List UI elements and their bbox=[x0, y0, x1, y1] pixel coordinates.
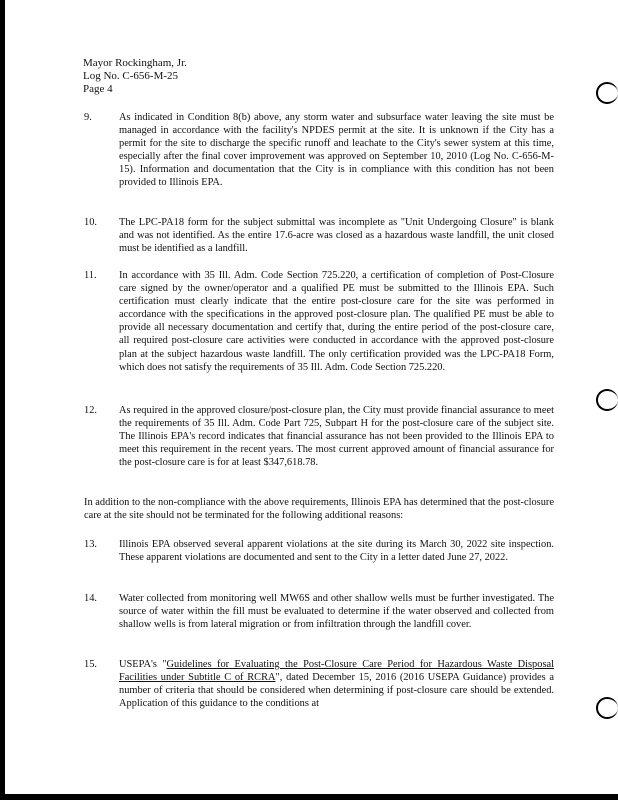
item-number: 9. bbox=[84, 112, 92, 123]
item-text: The LPC-PA18 form for the subject submittal was incomplete as "Unit Undergoing Closure" is blank and was not identified. As the entire 17.6-acre was closed as a hazardous waste landfill, the unit closed must be identified as a landfill. bbox=[119, 217, 554, 255]
guidance-title: Guidelines for Evaluating the Post-Closure Care Period for Hazardous Waste Disposal Facilities under Subtitle C of RCRA bbox=[119, 659, 554, 684]
item-text: In accordance with 35 Ill. Adm. Code Section 725.220, a certification of completion of Post-Closure care signed by the owner/operator and a qualified PE must be submitted to the Illinois EPA. Such certification must clearly indicate that the entire post-closure care for the site was performed in accordance with the specifications in the approved post-closure plan. The qualified PE must be able to provide all necessary documentation and certify that, during the entire period of the post-closure care, all required post-closure care activities were conducted in accordance with the approved post-closure plan at the subject hazardous waste landfill. The only certification provided was the LPC-PA18 Form, which does not satisfy the requirements of 35 Ill. Adm. Code Section 725.220. bbox=[119, 270, 554, 373]
item-number: 13. bbox=[84, 539, 97, 550]
punch-hole-bottom bbox=[596, 697, 618, 719]
item-9 bbox=[84, 111, 554, 190]
item-12 bbox=[84, 404, 554, 469]
item-text: Illinois EPA observed several apparent violations at the site during its March 30, 2022 site inspection. These apparent violations are documented and sent to the City in a letter dated June 27, 2022. bbox=[119, 539, 554, 564]
item-text: Water collected from monitoring well MW6S and other shallow wells must be further investigated. The source of water within the fill must be evaluated to determine if the water observed and collected from shallow wells is from lateral migration or from infiltration through the landfill cover. bbox=[119, 593, 554, 631]
item-text-post: ", dated December 15, 2016 (2016 USEPA Guidance) provides a number of criteria that should be considered when determining if post-closure care should be extended. Application of this guidance to the conditions at bbox=[119, 672, 554, 710]
item-number: 10. bbox=[84, 217, 97, 228]
item-text: As required in the approved closure/post-closure plan, the City must provide financial assurance to meet the requirements of 35 Ill. Adm. Code Part 725, Subpart H for the post-closure care of the subject site. The Illinois EPA's record indicates that financial assurance has not been provided to the Illinois EPA to meet this requirement in the recent years. The most current approved amount of financial assurance for the post-closure care is for at least $347,618.78. bbox=[119, 405, 554, 469]
item-text bbox=[119, 658, 554, 710]
item-15 bbox=[84, 658, 554, 710]
item-text-pre: USEPA's " bbox=[119, 659, 167, 670]
punch-hole-top bbox=[596, 82, 618, 104]
recipient-line: Mayor Rockingham, Jr. bbox=[83, 57, 187, 69]
item-10 bbox=[84, 216, 554, 255]
item-text: As indicated in Condition 8(b) above, any storm water and subsurface water leaving the site must be managed in accordance with the facility's NPDES permit at the site. It is unknown if the City has a permit for the site to discharge the specific runoff and leachate to the City's sewer system at this time, especially after the final cover improvement was approved on September 10, 2010 (Log No. C-656-M-15). Information and documentation that the City is in compliance with this condition has not been provided to Illinois EPA. bbox=[119, 112, 554, 189]
punch-hole-middle bbox=[596, 389, 618, 411]
item-number: 11. bbox=[84, 270, 97, 281]
log-number: Log No. C-656-M-25 bbox=[83, 70, 179, 82]
item-13 bbox=[84, 538, 554, 564]
item-number: 12. bbox=[84, 405, 97, 416]
intro-paragraph: In addition to the non-compliance with the above requirements, Illinois EPA has determined that the post-closure care at the site should not be terminated for the following additional reasons: bbox=[84, 497, 554, 522]
item-14 bbox=[84, 592, 554, 631]
item-number: 14. bbox=[84, 593, 97, 604]
page-number: Page 4 bbox=[83, 83, 113, 95]
item-11 bbox=[84, 269, 554, 374]
letter-header bbox=[83, 57, 187, 96]
item-number: 15. bbox=[84, 659, 97, 670]
